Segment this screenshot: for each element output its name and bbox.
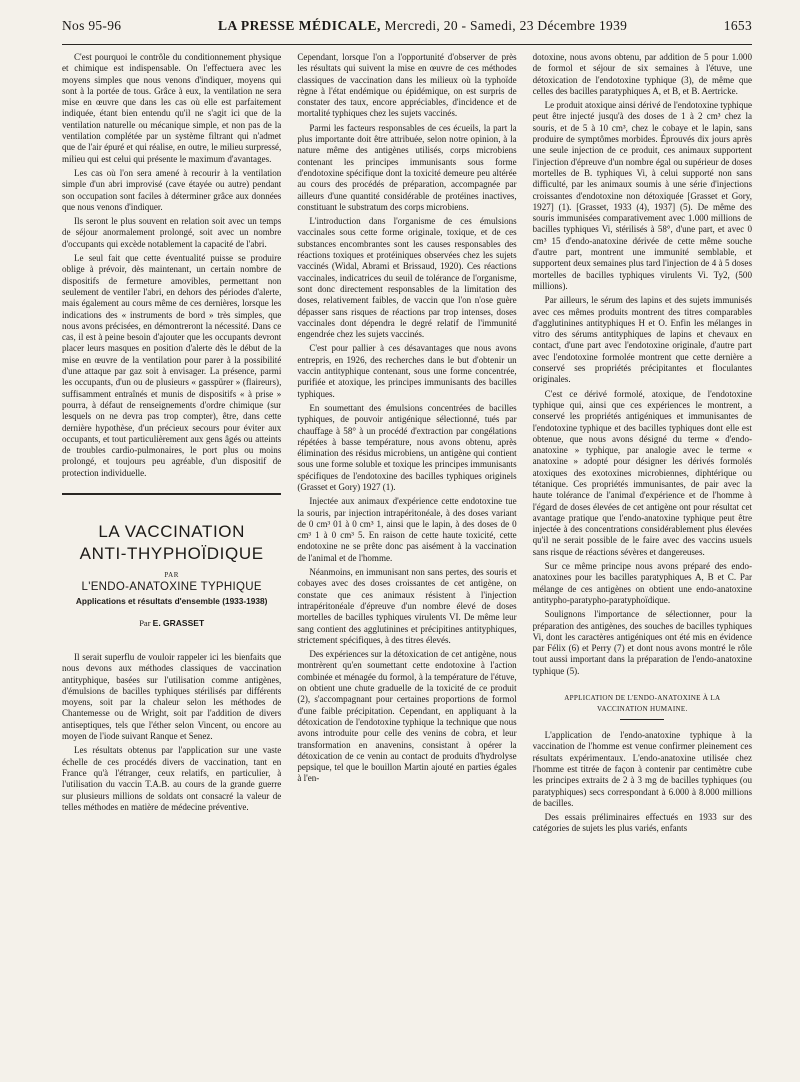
- paragraph: L'application de l'endo-anatoxine typhique à la vaccination de l'homme est venue confirmer pleinement ces résultats expérimentaux. L'endo-anatoxine utilisée chez l'homme est titrée de façon à contenir par centimètre cube les principes extraits de 2 à 3 mg de bacilles typhiques (ou paratyphiques) secs correspondant à 6.000 à 8.000 millions de bacilles.: [532, 730, 752, 808]
- column-left: [62, 52, 281, 1068]
- paragraph: Les résultats obtenus par l'application sur une vaste échelle de ces procédés divers de vaccination, tant en France qu'à l'étranger, ceux relatifs, en particulier, à l'utilisation du vaccin T.A.B. au cours de la grande guerre sur plusieurs millions de soldats ont consacré la valeur de telles méthodes en matière de médecine préventive.: [62, 745, 282, 812]
- paragraph: Le produit atoxique ainsi dérivé de l'endotoxine typhique peut être injecté jusqu'à des doses de 1 à 2 cm³ chez la souris, et de 5 à 10 cm³, chez le cobaye et le lapin, sans produire de symptômes morbides. Éprouvés dix jours après une seule injection de ce produit, ces animaux supportent l'injection d'épreuve d'un nombre égal ou supérieur de doses mortelles de B. typhiques Vi, à celui supporté non sans difficulté, par les animaux soumis à une série d'injections croissantes d'endotoxine non détoxiquée [Grasset et Gory, 1927] (1). [Grasset, 1933 (4), 1937] (5). De même des souris immunisées comparativement avec 1.000 millions de bacilles typhiques Vi, stérilisés à 58°, d'une part, et avec 0 cm³ 15 d'endo-anatoxine dérivée de cette même souche d'autre part, montrent une immunité semblable, et supportent deux semaines plus tard l'injection de 4 à 5 doses mortelles de bacilles typhiques virulents Vi. Ty2, (500 millions).: [532, 100, 752, 291]
- paragraph: Parmi les facteurs responsables de ces écueils, la part la plus importante doit être attribuée, selon notre opinion, à la nature même des antigènes utilisés, corps microbiens contenant les principes immunisants sous forme d'endotoxine spécifique dont la toxicité demeure peu altérée au cours des procédés de préparation, accompagnée par ailleurs d'une quantité considérable de protéines inactives, constituant le substratum des corps microbiens.: [297, 122, 517, 212]
- page-number: 1653: [723, 18, 752, 33]
- section-divider: [620, 719, 664, 720]
- paragraph: C'est pourquoi le contrôle du conditionnement physique et chimique est indispensable. On l'effectuera avec les moyens simples que nous venons d'indiquer, moyens qui sont à la portée de tous. Grâce à eux, la ventilation ne sera mise en œuvre que dans les cas où elle est parfaitement indiquée, étant bien entendu qu'il ne s'agit ici que de la ventilation naturelle ou mécanique simple, et non pas de la ventilation complétée par un système filtrant qui n'admet que de l'air épuré et qui réalise, en outre, le milieu surpressé, milieu qui est celui qui présente le maximum d'avantages.: [62, 52, 282, 164]
- issue-date: Mercredi, 20 - Samedi, 23 Décembre 1939: [384, 18, 628, 33]
- journal-page: [62, 18, 752, 1068]
- paragraph: C'est ce dérivé formolé, atoxique, de l'endotoxine typhique qui, ainsi que ces expériences le montrent, a conservé les propriétés antigéniques et immunisantes de l'endotoxine typhique et des bacilles typhiques dont elle est obtenue, que nous avons désigné du terme « d'endo-anatoxine » typhique, par analogie avec le terme « anatoxine » adopté pour désigner les dérivés formolés atoxiques des exotoxines microbiennes, diphtérique ou tétanique. Ces propriétés immunisantes, de pair avec la haute tolérance de l'animal d'expérience et de l'homme à l'égard de doses élevées de cet antigène ont pour résultat cet avantage pratique que l'endo-anatoxine typhique peut être injectée à des concentrations considérablement plus élevées qu'il ne serait possible de le faire avec des vaccins usuels sans risque de réactions sévères et dangereuses.: [532, 388, 752, 557]
- paragraph: Soulignons l'importance de sélectionner, pour la préparation des antigènes, des souches de bacilles typhiques Vi, dont les caractères antigéniques ont été mis en évidence par Félix (6) et Perry (7) et dont nous avons montré le rôle tout aussi important dans la préparation de l'endo-anatoxine typhique (5).: [532, 609, 752, 676]
- paragraph: Des essais préliminaires effectués en 1933 sur des catégories de sujets les plus variés, enfants: [532, 812, 752, 834]
- article-title-line-1: LA VACCINATION: [98, 521, 245, 541]
- paragraph: Sur ce même principe nous avons préparé des endo-anatoxines pour les bacilles paratyphiques A, B et C. Par mélange de ces antigènes on obtient une endo-anatoxine antitypho-paratypho-paratyphoïdique.: [532, 561, 752, 605]
- paragraph: Le seul fait que cette éventualité puisse se produire oblige à prévoir, dès maintenant, un certain nombre de dispositifs de fermeture amovibles, permettant non seulement de ventiler l'abri, en dehors des périodes d'alerte, mais également au cours même de ces dernières, lorsque les indications des « instruments de bord » très simples, que nous avons précisées, en démontreront la nécessité. Dans ce cas, il est à peine besoin d'ajouter que les occupants devront placer leurs masques en position d'alerte dès le début de la mise en œuvre de la ventilation pour parer à la possibilité d'une attaque par gaz soit à envisager. La présence, parmi les occupants, d'un ou de plusieurs « gasspürer » (flaireurs), suffisamment entraînés et munis de dispositifs « à prise » pourra, à défaut de renseignements d'ordre chimique (sur lesquels on ne devra pas trop compter), être, dans cette dernière hypothèse, d'un précieux secours pour éviter aux occupants, et tout particulièrement aux gens âgés ou atteints de troubles cardio-pulmonaires, le port plus ou moins prolongé, et toujours peu agréable, d'un dispositif de protection individuelle.: [62, 253, 282, 478]
- column-right: [533, 52, 752, 1068]
- section-heading: [539, 693, 746, 720]
- paragraph: Néanmoins, en immunisant non sans pertes, des souris et cobayes avec des doses croissantes de cet antigène, on constate que ces animaux résistent à l'injection intrapéritonéale d'épreuve d'un nombre élevé de doses mortelles de bacilles typhiques virulents VI. De même leur sang contient des agglutinines et précipitines antityphiques, strictement spécifiques, à des titres élevés.: [297, 567, 517, 645]
- section-heading-text: APPLICATION DE L'ENDO-ANATOXINE À LA VACCINATION HUMAINE.: [564, 694, 721, 714]
- article-author-line: [62, 618, 281, 628]
- article-author: E. GRASSET: [152, 617, 205, 628]
- title-divider: [62, 493, 281, 495]
- paragraph: Il serait superflu de vouloir rappeler ici les bienfaits que nous devons aux méthodes classiques de vaccination antityphique, basées sur l'utilisation comme antigènes, d'émulsions de bacilles typhiques stérilisés par différents moyens, soit par la chaleur selon les méthodes de Chantemesse ou de Wright, soit par l'addition de divers antiseptiques, tels que l'éther selon Vincent, ou encore au moyen de l'iode suivant Ranque et Senez.: [62, 651, 282, 742]
- paragraph: Des expériences sur la détoxication de cet antigène, nous montrèrent qu'en soumettant cette endotoxine à l'action combinée et ménagée du formol, à la température de l'étuve, on obtient une chute graduelle de la toxicité de ce produit (2), s'accompagnant pour certaines proportions de formol d'une faible précipitation. Cependant, en appliquant à la détoxication de l'endotoxine typhique la technique que nous avons introduite pour celle des venins de cobra, et leur transformation en anavenins, consistant à opérer la détoxication de ce venin au contact de produits d'hydrolyse pepsique, tel que le bouillon Martin ajouté en parties égales à l'en-: [297, 649, 517, 784]
- journal-masthead: [121, 18, 723, 34]
- article-par: PAR: [164, 570, 179, 579]
- paragraph: L'introduction dans l'organisme de ces émulsions vaccinales sous cette forme originale, toxique, et de ces substances encombrantes sont les causes responsables des réactions toxiques et protéiniques observées chez les sujets vaccinés (Widal, Abrami et Brissaud, 1920). Ces réactions vaccinales, indicatrices du seuil de tolérance de l'organisme, sont donc directement responsables de la limitation des doses, relativement faibles, de vaccin que l'on n'ose guère dépasser sans risques de réactions par trop intenses, doses vaccinales dont dépendra le degré relatif de l'immunité engendrée chez les sujets vaccinés.: [297, 216, 517, 340]
- page-header: [62, 18, 752, 45]
- paragraph: Cependant, lorsque l'on a l'opportunité d'observer de près les résultats qui suivent la mise en œuvre de ces méthodes classiques de vaccination dans les milieux où la typhoïde règne à l'état endémique ou épidémique, on est surpris de constater des taux, encore appréciables, d'incidence et de mortalité typhiques chez les sujets vaccinés.: [297, 52, 517, 119]
- paragraph: En soumettant des émulsions concentrées de bacilles typhiques, de pouvoir antigénique sélectionné, tués par chauffage à 58° à un procédé d'extraction par congélations répétées à basse température, nous avons obtenu, après élimination des résidus microbiens, un antigène qui contient sous une forme soluble et toxique les principes immunisants spécifiques de l'endotoxine des bacilles typhiques originels (Grasset et Gory) 1927 (1).: [297, 402, 517, 492]
- paragraph: Injectée aux animaux d'expérience cette endotoxine tue la souris, par injection intrapéritonéale, à des doses variant de 0 cm³ 01 à 0 cm³ 1, ainsi que le lapin, à des doses de 0 cm³ 1 à 0 cm³ 5. En raison de cette haute toxicité, cette endotoxine ne se prête donc pas aisément à la vaccination de l'animal et de l'homme.: [297, 496, 517, 563]
- paragraph: C'est pour pallier à ces désavantages que nous avons entrepris, en 1926, des recherches dans le but d'obtenir un vaccin antityphique contenant, sous une forme concentrée, purifiée et atoxique, les principes immunisants des bacilles typhiques.: [297, 343, 517, 399]
- article-title-block: [62, 493, 281, 628]
- paragraph: Ils seront le plus souvent en relation soit avec un temps de séjour anormalement prolongé, soit avec un nombre d'occupants qui excède notablement la capacité de l'abri.: [62, 216, 282, 249]
- column-middle: [297, 52, 516, 1068]
- issue-number: Nos 95-96: [62, 18, 122, 33]
- paragraph: Par ailleurs, le sérum des lapins et des sujets immunisés avec ces mêmes produits montrent des titres comparables d'agglutinines antityphiques H et O. Enfin les mélanges in vitro des sérums antityphiques de lapins et chevaux en contact, d'une part avec l'endotoxine originale, d'autre part avec l'endotoxine formolée montrent que cette dernière a conservé ses propriétés précipitantes et floculantes originales.: [532, 295, 752, 385]
- author-prefix: Par: [139, 617, 151, 628]
- article-subsubtitle: Applications et résultats d'ensemble (1933-1938): [75, 595, 268, 606]
- article-subtitle: L'ENDO-ANATOXINE TYPHIQUE: [81, 580, 262, 593]
- text-columns: [62, 52, 752, 1068]
- article-title-line-2: ANTI-THYPHOÏDIQUE: [79, 543, 264, 563]
- journal-title: LA PRESSE MÉDICALE,: [217, 18, 381, 33]
- paragraph: dotoxine, nous avons obtenu, par addition de 5 pour 1.000 de formol et séjour de six semaines à l'étuve, une détoxication de l'endotoxine typhique (3), de même que celles des bacilles paratyphiques A, et B, et B. Aertricke.: [532, 52, 752, 96]
- paragraph: Les cas où l'on sera amené à recourir à la ventilation simple d'un abri improvisé (cave étayée ou autre) pendant son occupation sont faciles à déterminer grâce aux données que nous venons d'indiquer.: [62, 167, 282, 212]
